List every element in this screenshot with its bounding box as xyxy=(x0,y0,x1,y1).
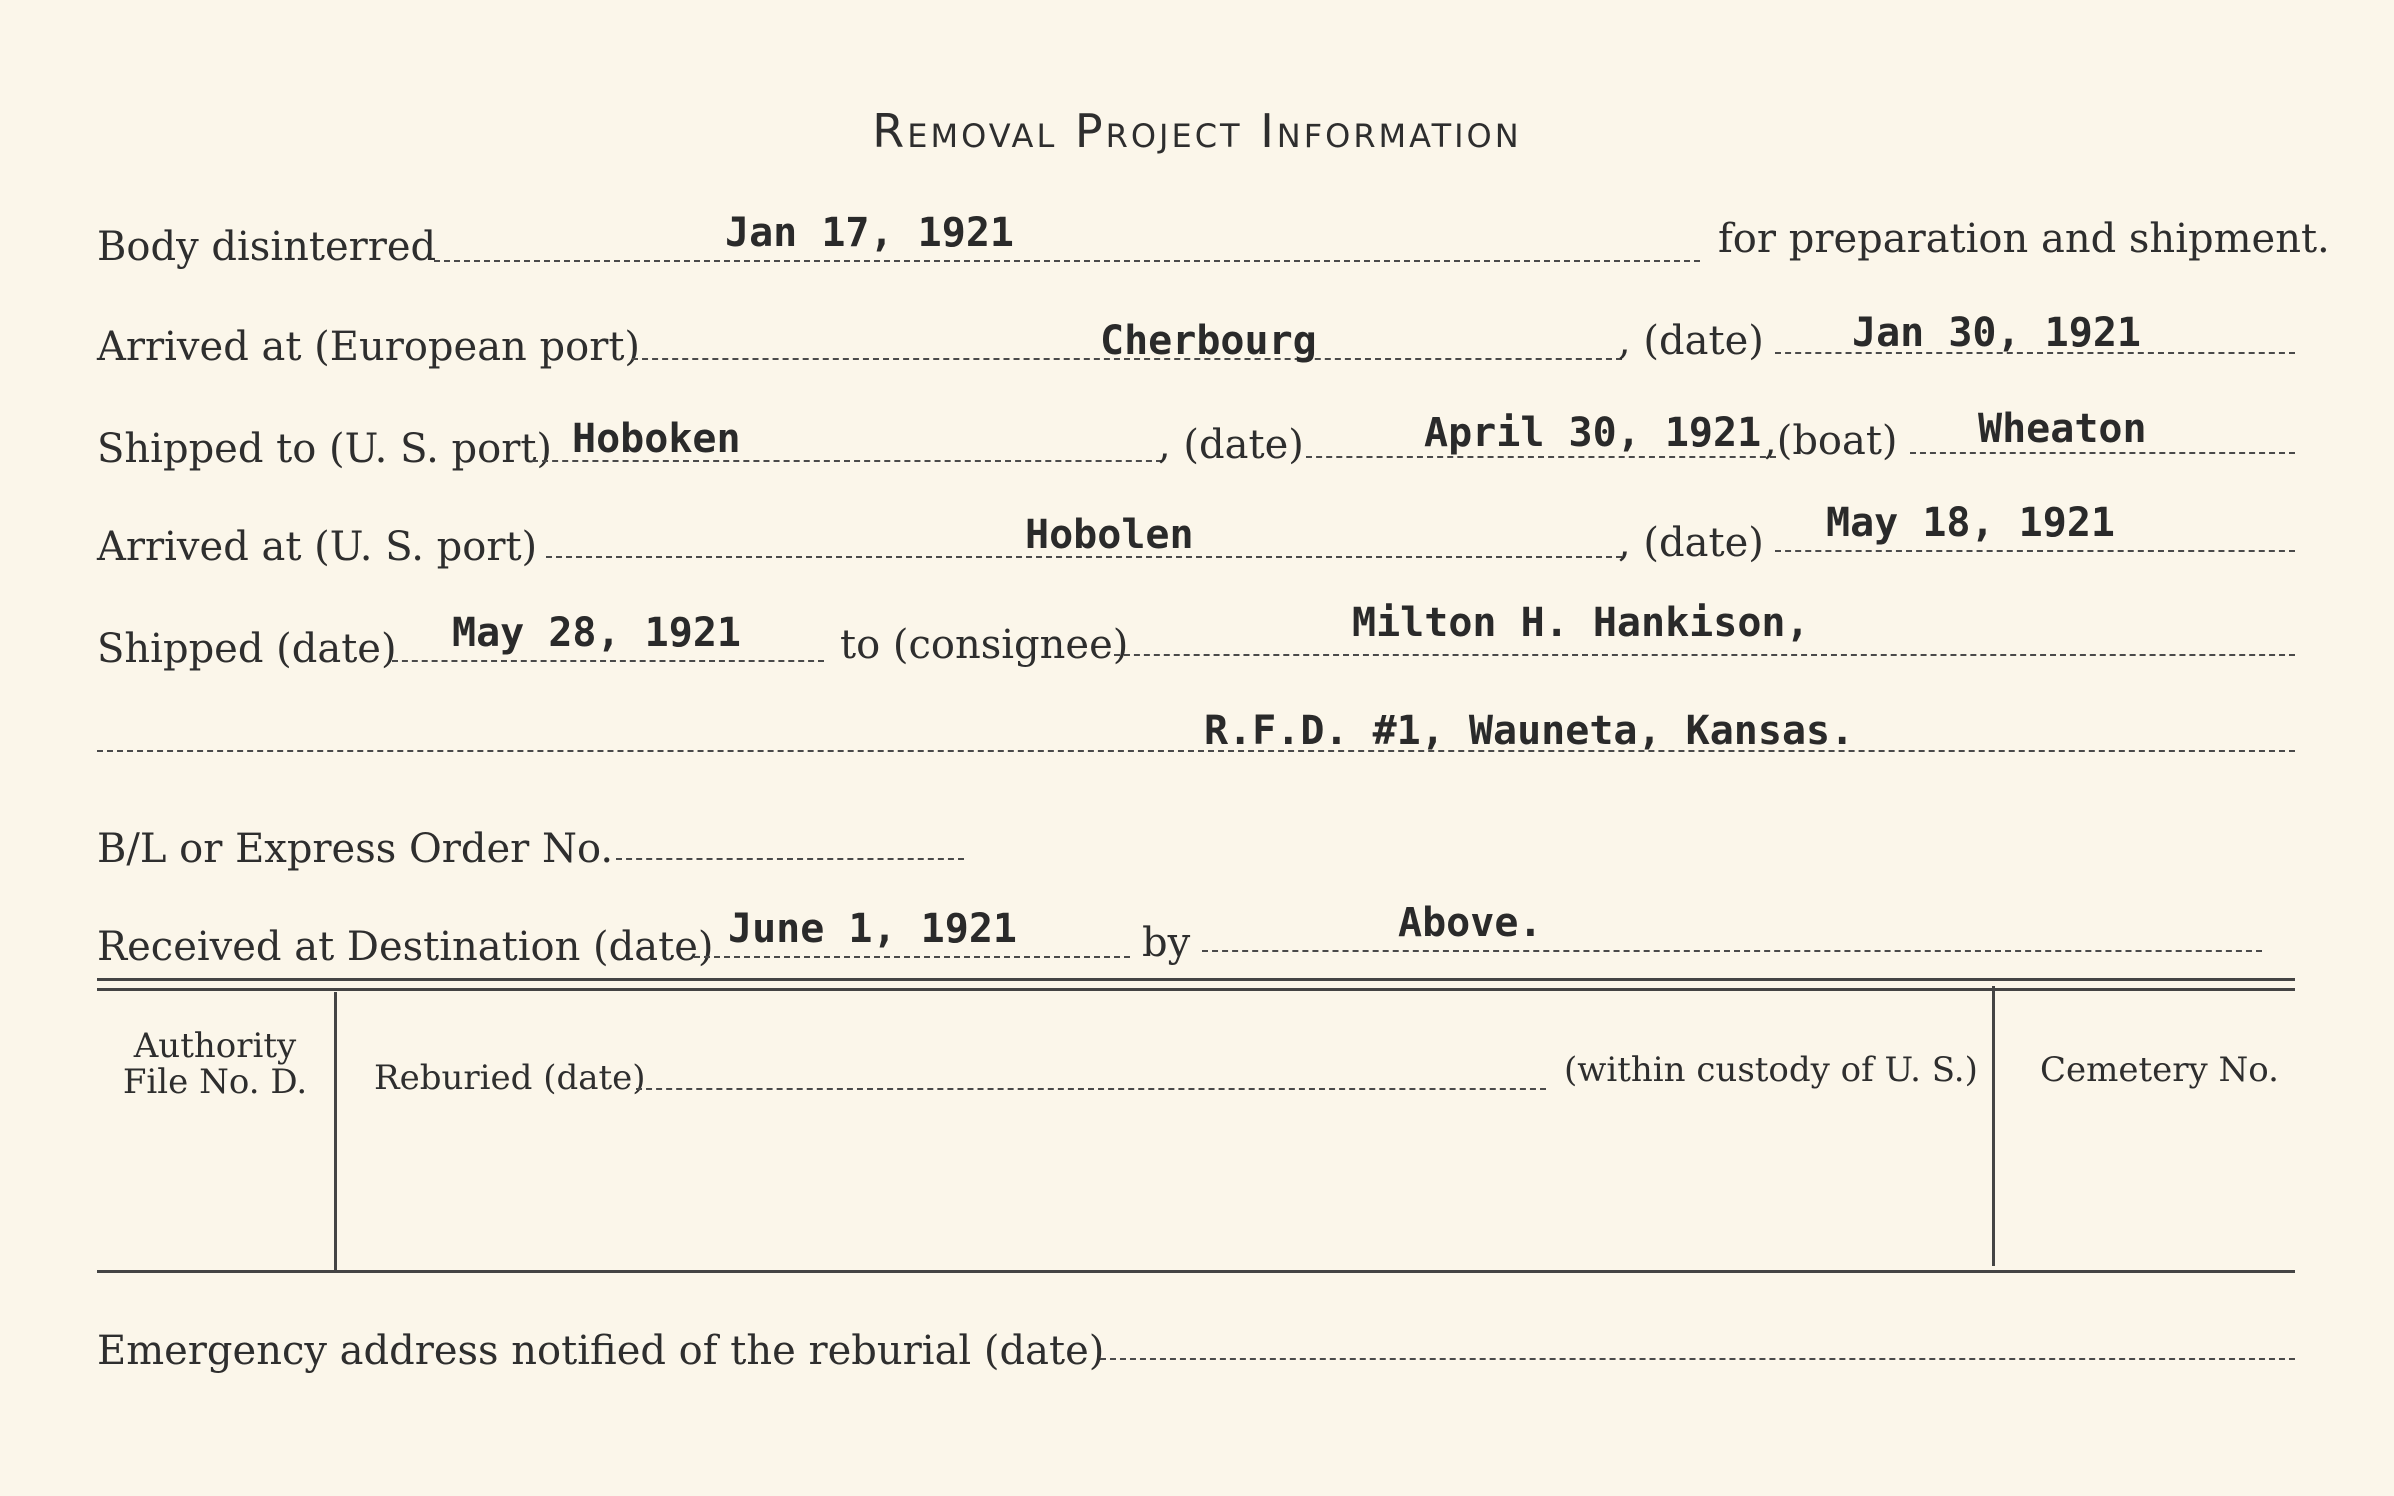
disinterred-value[interactable]: Jan 17, 1921 xyxy=(725,210,1014,256)
address-line xyxy=(97,750,2295,752)
shipped-us-label: Shipped to (U. S. port) xyxy=(97,426,552,472)
emergency-label: Emergency address notified of the reburial (date) xyxy=(97,1328,1105,1374)
consignee-label: to (consignee) xyxy=(840,622,1129,668)
arrived-eu-date-value[interactable]: Jan 30, 1921 xyxy=(1852,310,2141,356)
shipped-date-value[interactable]: May 28, 1921 xyxy=(452,610,741,656)
authority-label xyxy=(110,1028,320,1100)
shipped-us-date-line xyxy=(1306,456,1776,458)
disinterred-suffix: for preparation and shipment. xyxy=(1718,216,2330,262)
reburied-label: Reburied (date) xyxy=(374,1058,646,1098)
arrived-us-value[interactable]: Hobolen xyxy=(1025,512,1194,558)
arrived-eu-value[interactable]: Cherbourg xyxy=(1100,318,1317,364)
consignee-value[interactable]: Milton H. Hankison, xyxy=(1352,600,1810,646)
box-divider-left xyxy=(334,992,337,1272)
disinterred-line xyxy=(434,260,1700,262)
received-value[interactable]: June 1, 1921 xyxy=(728,906,1017,952)
box-top-rule-1 xyxy=(97,978,2295,981)
received-line xyxy=(694,956,1130,958)
received-by-value[interactable]: Above. xyxy=(1398,900,1543,946)
bl-label: B/L or Express Order No. xyxy=(97,826,614,872)
shipped-us-boat-label: ,(boat) xyxy=(1764,418,1898,464)
consignee-line xyxy=(1114,654,2295,656)
shipped-us-boat-value[interactable]: Wheaton xyxy=(1978,406,2147,452)
box-top-rule-2 xyxy=(97,988,2295,991)
arrived-us-date-label: , (date) xyxy=(1618,520,1764,566)
bl-line xyxy=(616,858,964,860)
arrived-eu-label: Arrived at (European port) xyxy=(97,324,641,370)
arrived-us-label: Arrived at (U. S. port) xyxy=(97,524,538,570)
arrived-us-date-value[interactable]: May 18, 1921 xyxy=(1826,500,2115,546)
address-value[interactable]: R.F.D. #1, Wauneta, Kansas. xyxy=(1204,708,1855,754)
emergency-line xyxy=(1100,1358,2295,1360)
shipped-us-value[interactable]: Hoboken xyxy=(572,416,741,462)
received-by-line xyxy=(1202,950,2262,952)
shipped-us-date-value[interactable]: April 30, 1921 xyxy=(1424,410,1762,456)
shipped-date-label: Shipped (date) xyxy=(97,626,397,672)
box-bottom-rule xyxy=(97,1270,2295,1273)
custody-label: (within custody of U. S.) xyxy=(1564,1050,1978,1090)
arrived-eu-date-label: , (date) xyxy=(1618,318,1764,364)
shipped-date-line xyxy=(392,660,824,662)
received-by-label: by xyxy=(1142,920,1191,966)
disinterred-label: Body disinterred xyxy=(97,224,437,270)
arrived-us-date-line xyxy=(1775,550,2295,552)
reburied-line xyxy=(636,1088,1546,1090)
shipped-us-boat-line xyxy=(1910,452,2295,454)
card-title: Removal Project Information xyxy=(872,104,1522,158)
shipped-us-date-label: , (date) xyxy=(1158,422,1304,468)
authority-line-1: Authority xyxy=(133,1026,297,1066)
authority-line-2: File No. D. xyxy=(122,1062,308,1102)
received-label: Received at Destination (date) xyxy=(97,924,714,970)
cemetery-label: Cemetery No. xyxy=(2040,1050,2279,1090)
box-divider-right xyxy=(1992,986,1995,1266)
